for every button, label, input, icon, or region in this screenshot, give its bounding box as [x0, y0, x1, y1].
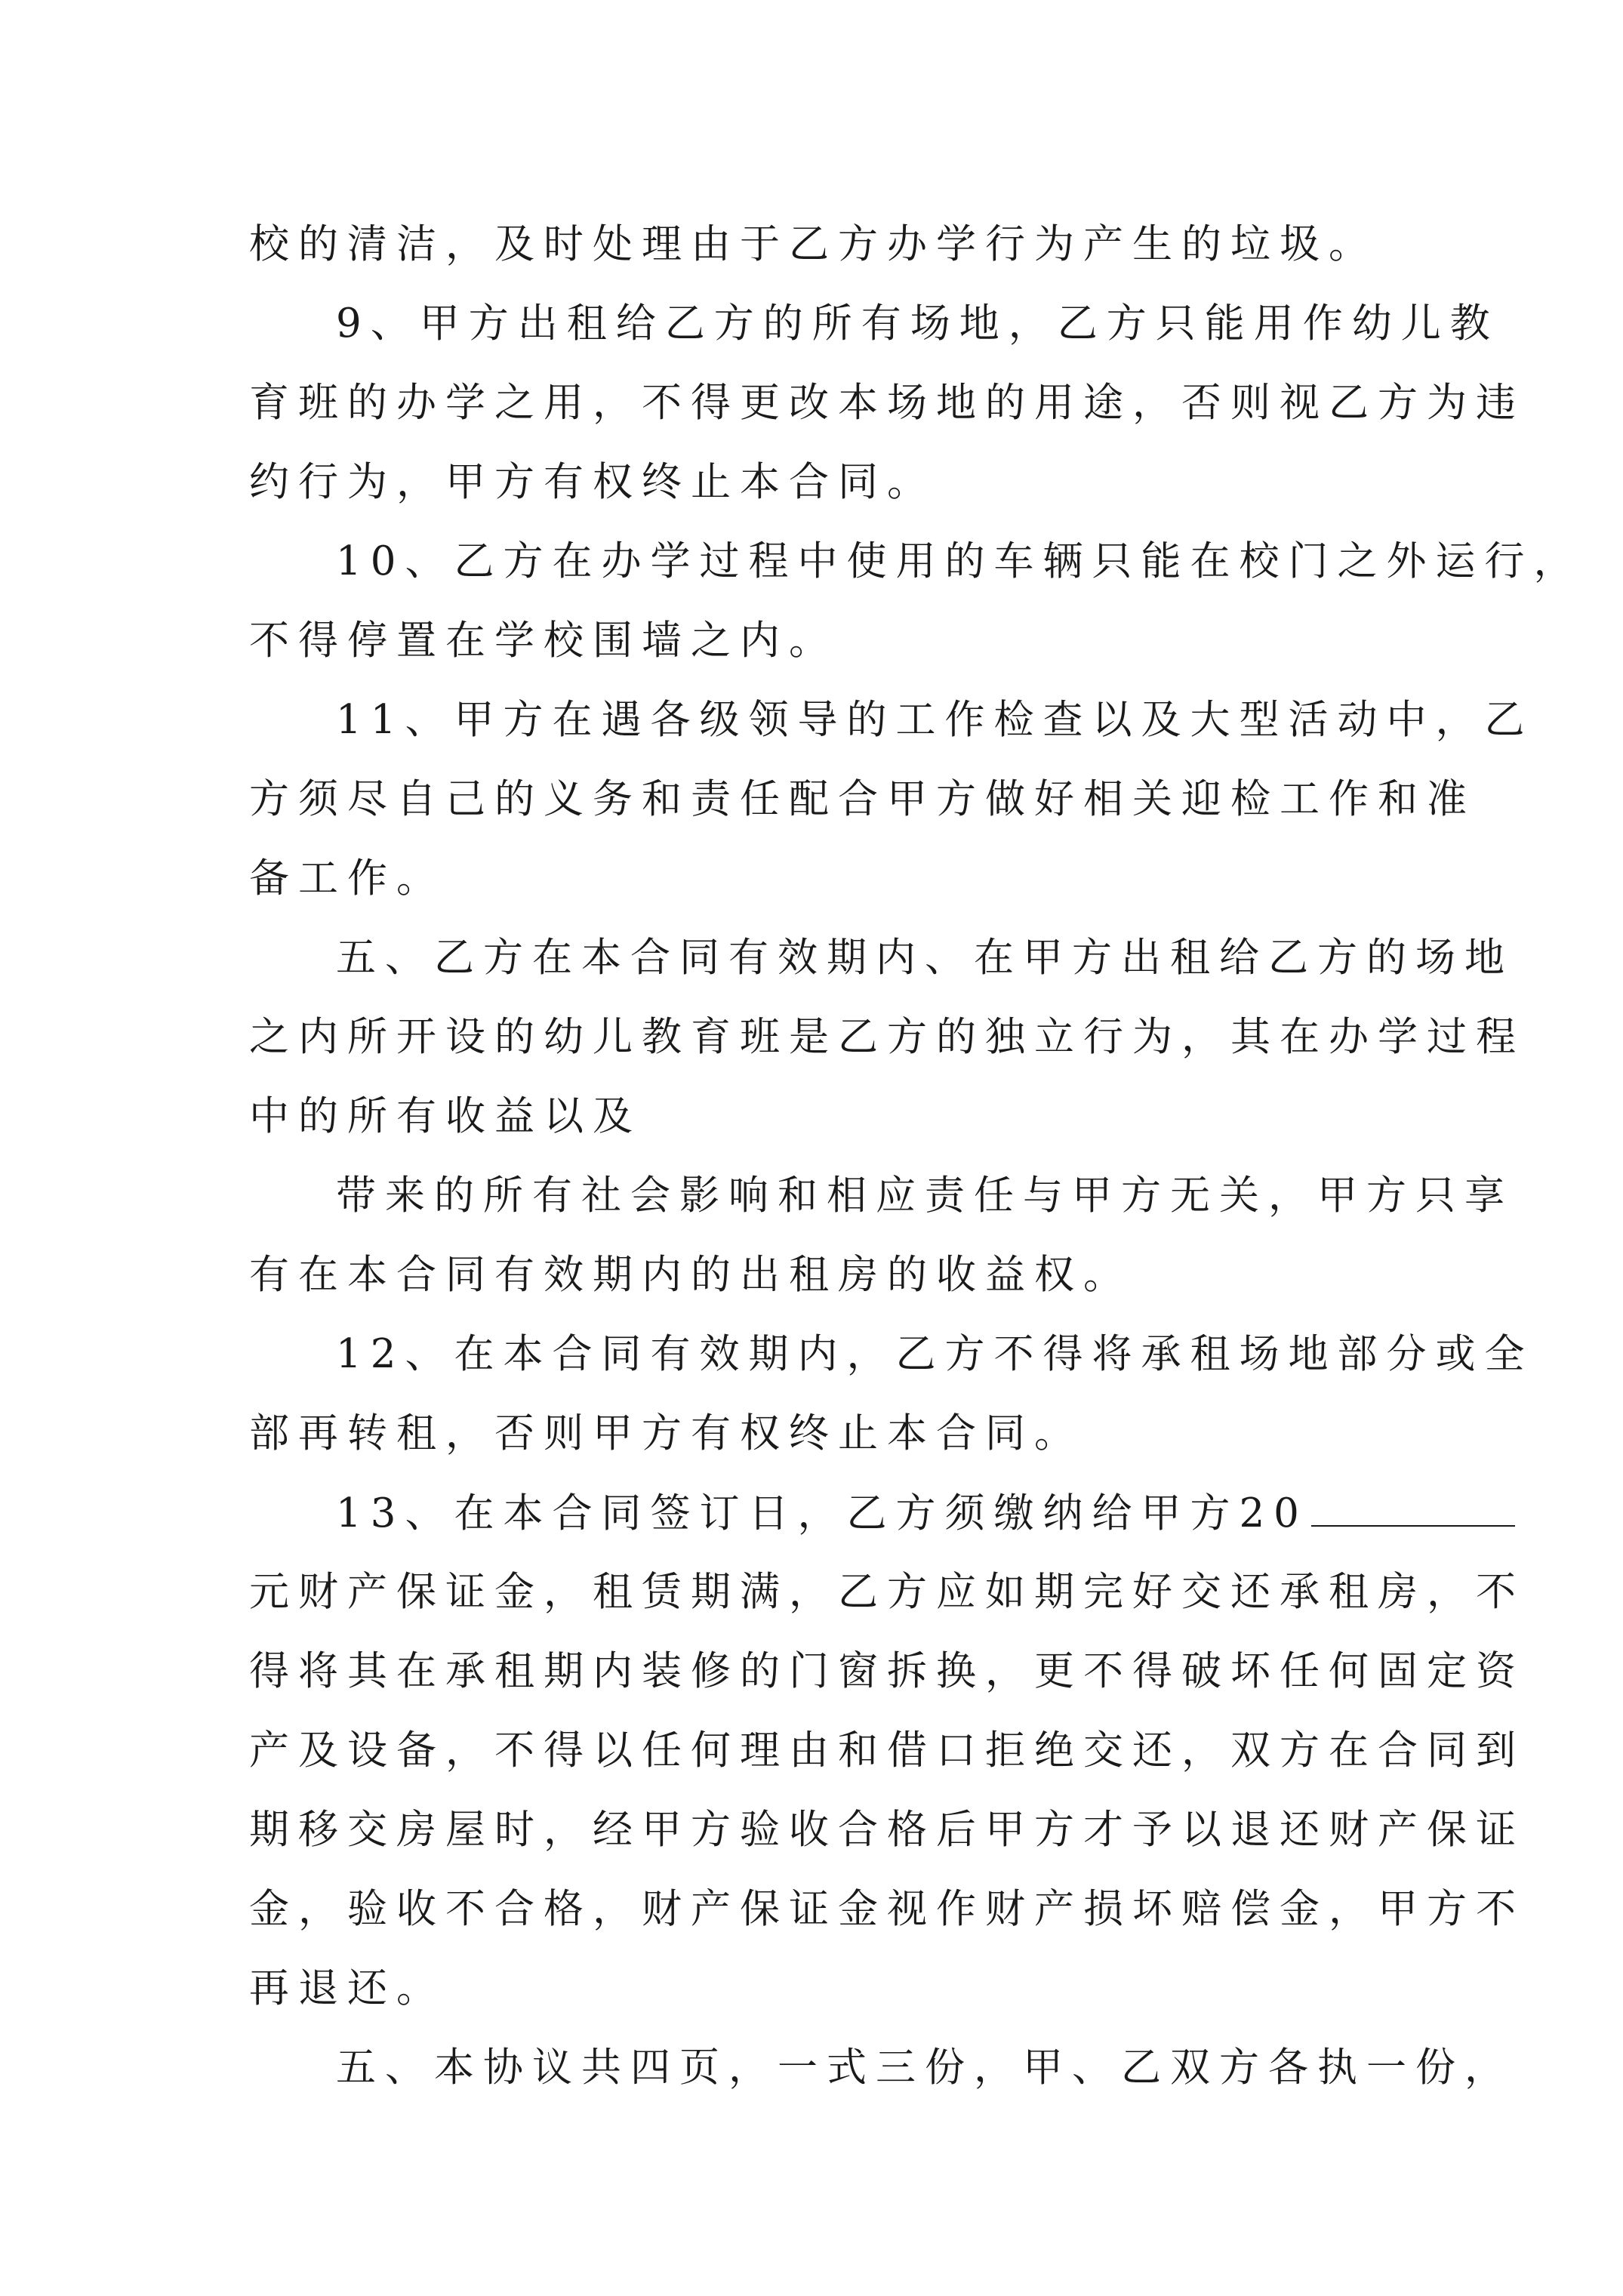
deposit-clause-text: 13、在本合同签订日，乙方须缴纳给甲方20 [336, 1490, 1308, 1536]
text-line-4: 约行为，甲方有权终止本合同。 [249, 459, 936, 505]
text-line-18: 元财产保证金，租赁期满，乙方应如期完好交还承租房，不 [249, 1569, 1525, 1615]
text-line-7: 11、甲方在遇各级领导的工作检查以及大型活动中，乙 [336, 697, 1534, 743]
text-line-16: 部再转租，否则甲方有权终止本合同。 [249, 1410, 1083, 1456]
text-line-9: 备工作。 [249, 855, 445, 901]
text-line-8: 方须尽自己的义务和责任配合甲方做好相关迎检工作和准 [249, 776, 1476, 822]
text-line-13: 带来的所有社会影响和相应责任与甲方无关，甲方只享 [336, 1173, 1514, 1219]
text-line-17 [336, 1483, 1515, 1544]
text-line-10: 五、乙方在本合同有效期内、在甲方出租给乙方的场地 [336, 935, 1514, 981]
text-line-6: 不得停置在学校围墙之内。 [249, 618, 838, 664]
text-line-19: 得将其在承租期内装修的门窗拆换，更不得破坏任何固定资 [249, 1648, 1525, 1694]
text-line-15: 12、在本合同有效期内，乙方不得将承租场地部分或全 [336, 1331, 1534, 1377]
text-line-5: 10、乙方在办学过程中使用的车辆只能在校门之外运行， [336, 538, 1583, 584]
text-line-20: 产及设备，不得以任何理由和借口拒绝交还，双方在合同到 [249, 1727, 1525, 1774]
text-line-11: 之内所开设的幼儿教育班是乙方的独立行为，其在办学过程 [249, 1014, 1525, 1060]
text-line-3: 育班的办学之用，不得更改本场地的用途，否则视乙方为违 [249, 380, 1525, 426]
text-line-24: 五、本协议共四页，一式三份，甲、乙双方各执一份， [336, 2045, 1514, 2091]
text-line-22: 金，验收不合格，财产保证金视作财产损坏赔偿金，甲方不 [249, 1886, 1525, 1932]
text-line-14: 有在本合同有效期内的出租房的收益权。 [249, 1252, 1132, 1298]
text-line-12: 中的所有收益以及 [249, 1093, 642, 1139]
text-line-1: 校的清洁，及时处理由于乙方办学行为产生的垃圾。 [249, 221, 1378, 267]
text-line-21: 期移交房屋时，经甲方验收合格后甲方才予以退还财产保证 [249, 1807, 1525, 1853]
text-line-23: 再退还。 [249, 1965, 445, 2011]
text-line-2: 9、甲方出租给乙方的所有场地，乙方只能用作幼儿教 [336, 300, 1499, 347]
deposit-amount-blank [1311, 1483, 1515, 1527]
